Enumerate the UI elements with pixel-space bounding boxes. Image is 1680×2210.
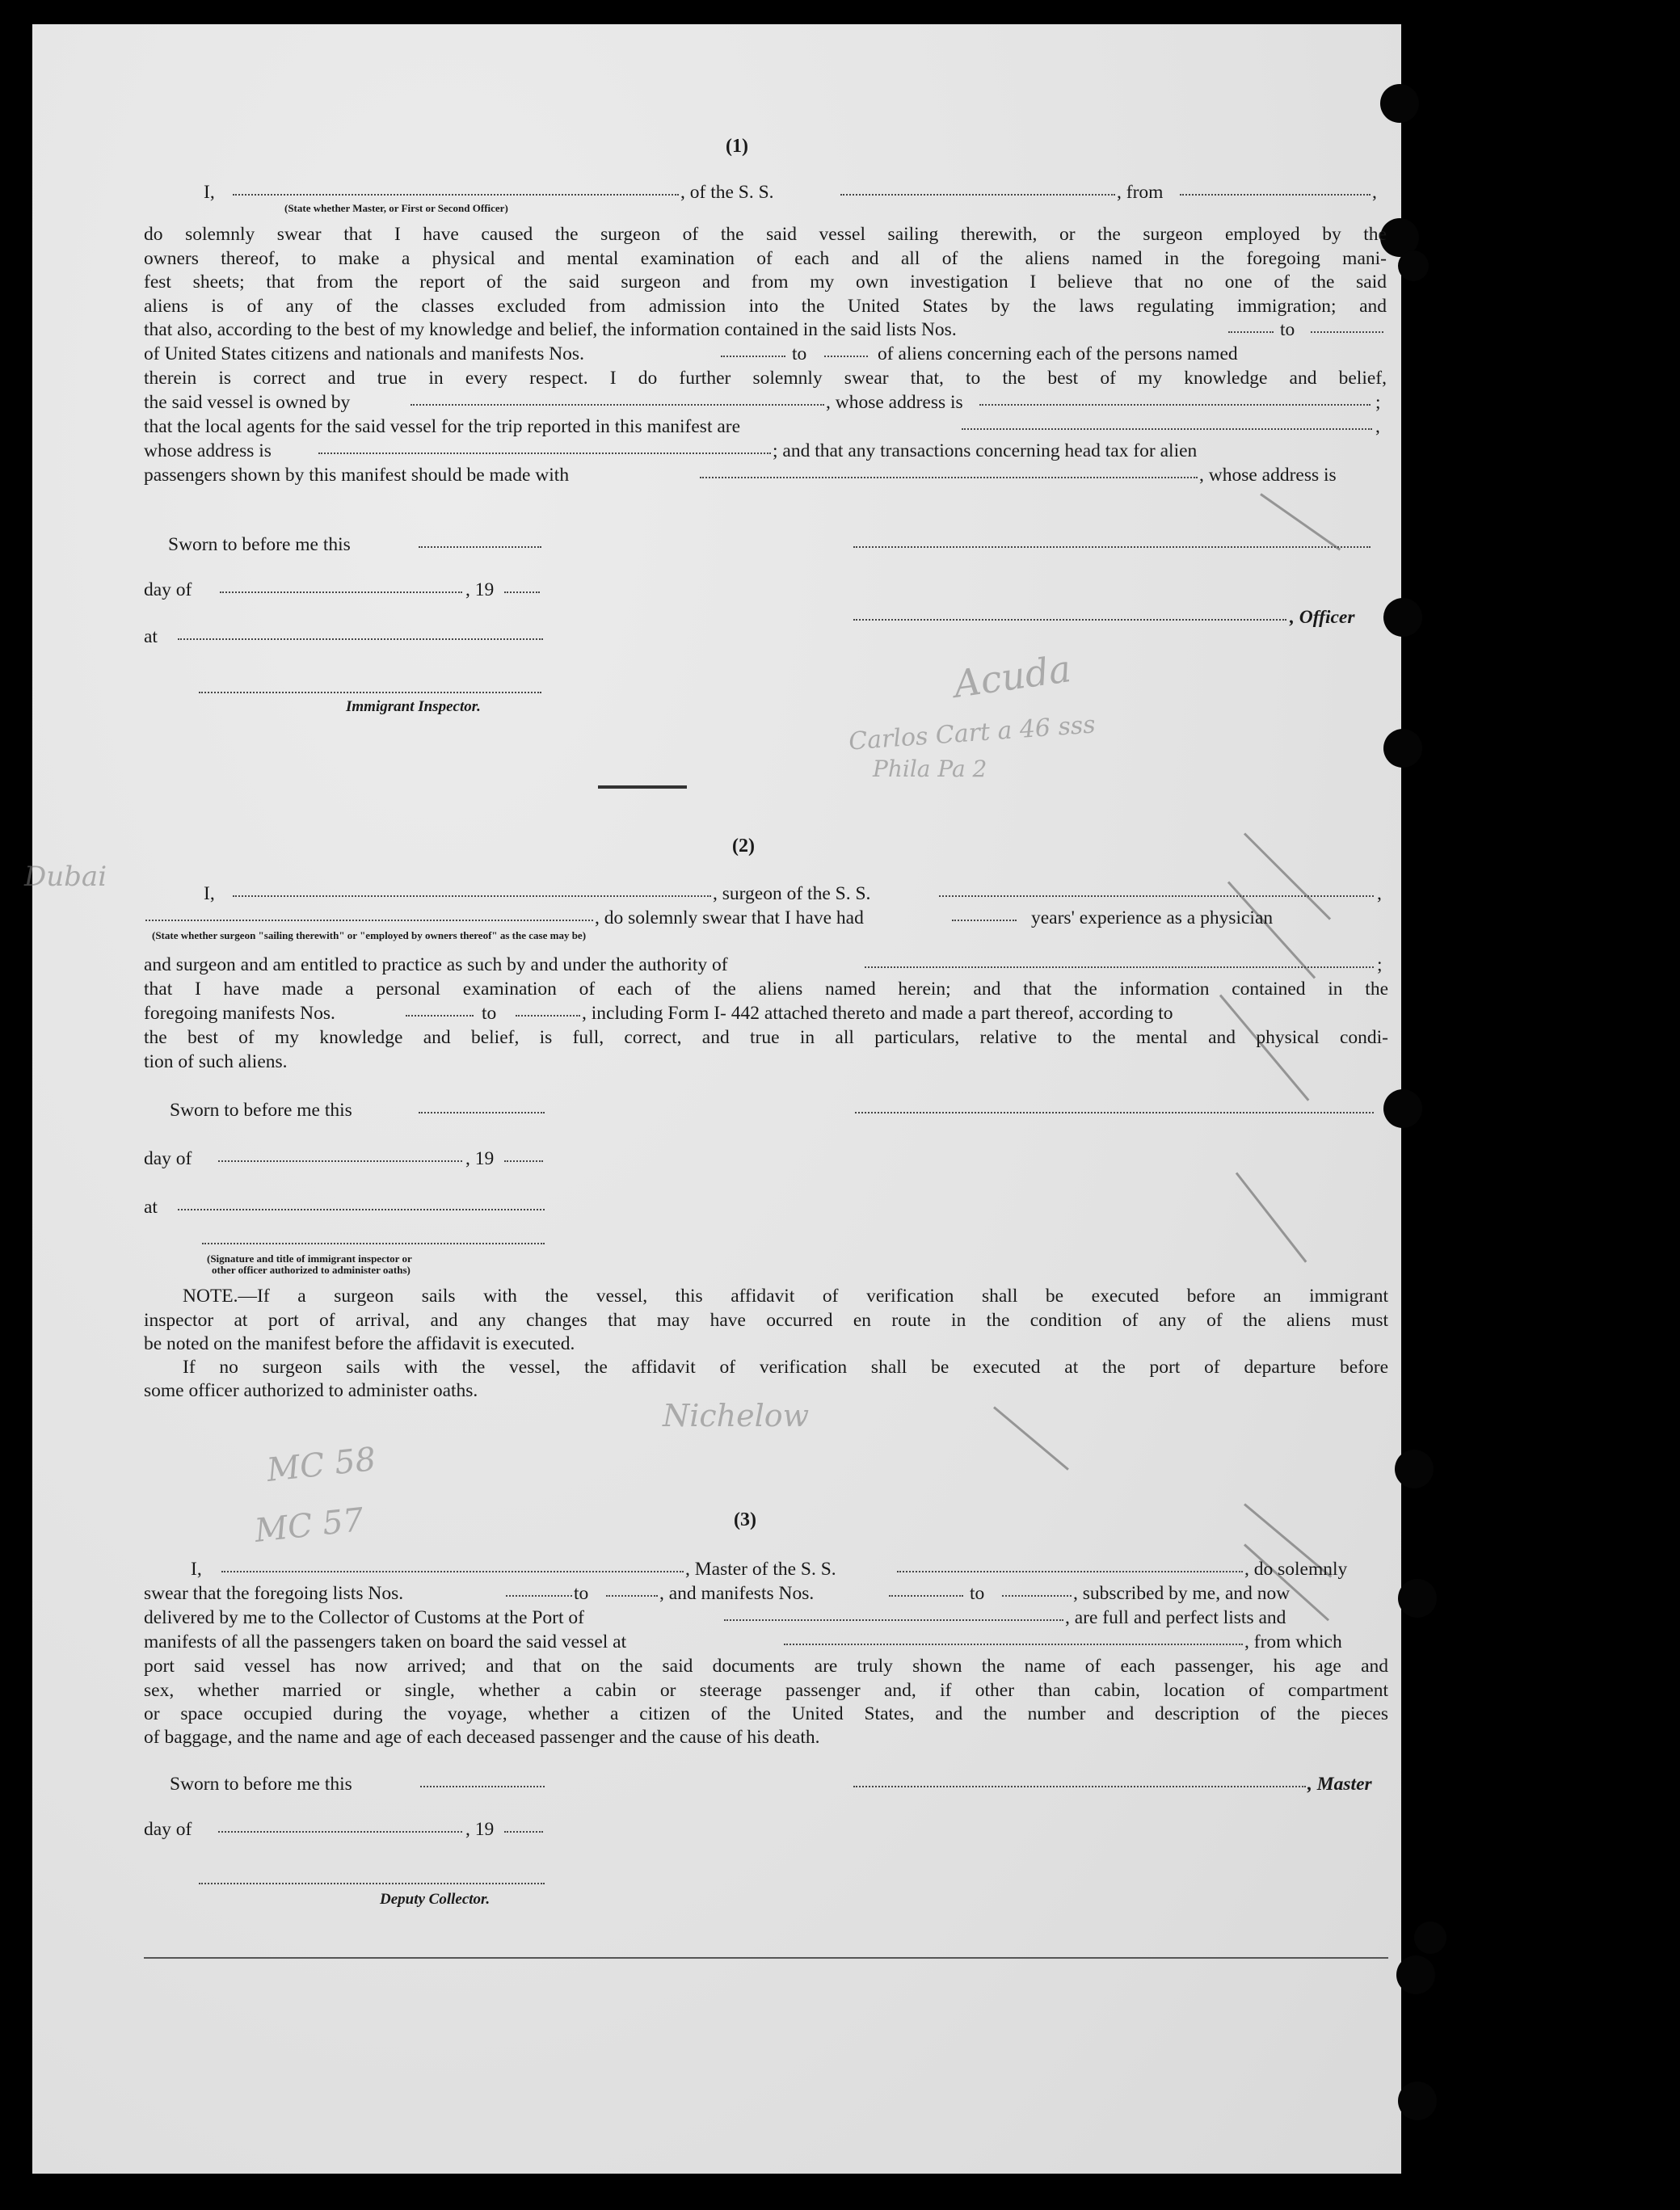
s3-i: I, [191,1559,202,1580]
s2-years: years' experience as a physician [1031,907,1274,928]
s3-and-manifests: , and manifests Nos. [659,1583,815,1604]
s2-i: I, [204,883,215,904]
s1-at: at [144,626,158,647]
s1-whose-address-end: , whose address is [1199,465,1337,486]
s3-ship-field[interactable] [897,1571,1243,1572]
s2-such: tion of such aliens. [144,1051,288,1072]
section-divider [598,785,687,789]
s3-vessel-port-field[interactable] [784,1644,1243,1645]
s3-subscribed: , subscribed by me, and now [1073,1583,1291,1604]
s2-status-field[interactable] [145,920,593,921]
s1-nineteen: , 19 [465,579,495,600]
s2-at: at [144,1197,158,1218]
s2-note-line: NOTE.—If a surgeon sails with the vessel, this affidavit of verification shall be executed before an immigrant [183,1286,1388,1307]
punch-hole [1380,84,1419,123]
bleed-handwriting-3: Phila Pa 2 [873,756,987,782]
s1-day-of: day of [144,579,192,600]
s1-owned-by: the said vessel is owned by [144,392,351,413]
s2-body-2 [144,1026,1388,1050]
s1-line: owners thereof, to make a physical and mental examination of each and all of the aliens named in the foregoing mani- [144,247,1387,269]
s2-official-signature-field[interactable] [202,1243,545,1244]
s3-deputy-label: Deputy Collector. [380,1891,491,1908]
s1-officer-signature-field[interactable] [853,546,1371,548]
s1-from-field[interactable] [1180,194,1371,196]
s2-sworn-field[interactable] [419,1112,545,1113]
s3-sworn: Sworn to before me this [170,1774,352,1795]
s3-body [144,1655,1388,1727]
bleed-stroke [993,1406,1069,1470]
punch-hole [1383,729,1422,768]
s3-master-label: , Master [1307,1774,1372,1795]
s3-nineteen: , 19 [465,1819,495,1840]
s2-sig-caption-1: (Signature and title of immigrant inspector or [207,1252,412,1265]
s2-day-of: day of [144,1148,192,1169]
s3-year-field[interactable] [504,1831,543,1833]
s1-manifests-to-field[interactable] [824,356,868,357]
s2-line: that I have made a personal examination of each of the aliens named herein; and that the information contained in the [144,979,1388,1000]
s1-agents-field[interactable] [962,428,1372,430]
s1-officer-label: , Officer [1290,607,1355,628]
s2-note-line: inspector at port of arrival, and any changes that may have occurred en route in the condition of any of the aliens must [144,1309,1388,1331]
s2-note-last: be noted on the manifest before the affidavit is executed. [144,1333,575,1354]
s1-to: to [1280,319,1295,340]
punch-hole [1395,1450,1434,1488]
s1-sworn: Sworn to before me this [168,534,351,555]
punch-hole [1414,1922,1446,1954]
s1-agents-address-field[interactable] [318,453,771,454]
section-3-number: (3) [734,1509,756,1530]
s3-manifests-to-field[interactable] [1002,1595,1072,1597]
s2-no-surgeon-line: If no surgeon sails with the vessel, the affidavit of verification shall be executed at the port of departure before [183,1357,1388,1378]
bleed-handwriting-6: MC 57 [252,1501,366,1550]
s3-port-field[interactable] [724,1619,1063,1621]
s3-day-field[interactable] [218,1831,462,1833]
bleed-handwriting-7: Nichelow [663,1398,810,1433]
s3-to: to [574,1583,589,1604]
s2-no-surgeon [144,1356,1388,1380]
s1-line: therein is correct and true in every respect. I do further solemnly swear that, to the best of my knowledge and belief, [144,368,1387,389]
s1-officer-caption: (State whether Master, or First or Second Officer) [284,202,508,214]
s2-body [144,978,1388,1002]
s1-headtax-field[interactable] [700,477,1198,478]
s1-day-field[interactable] [220,591,462,593]
s3-manifests-from-field[interactable] [889,1595,963,1597]
s3-manifests: manifests of all the passengers taken on board the said vessel at [144,1631,627,1652]
bleed-handwriting-5: MC 58 [264,1441,378,1489]
s1-officer-field[interactable] [233,194,679,196]
s3-master-of: , Master of the S. S. [685,1559,836,1580]
s1-comma: , [1372,182,1377,203]
punch-hole [1398,250,1429,281]
s1-officer-name-field[interactable] [853,619,1286,621]
s2-foregoing: foregoing manifests Nos. [144,1003,335,1024]
s3-to-2: to [970,1583,985,1604]
s1-inspector-field[interactable] [199,692,541,693]
punch-hole [1396,1955,1435,1994]
s2-no-surgeon-last: some officer authorized to administer oaths. [144,1380,478,1401]
s2-line: the best of my knowledge and belief, is full, correct, and true in all particulars, relative to the mental and physical condi- [144,1027,1388,1048]
punch-hole [1398,2082,1437,2120]
s2-surgeon-signature-field[interactable] [855,1112,1374,1113]
bleed-stroke [1260,493,1341,550]
s2-surgeon-name-field[interactable] [233,895,711,897]
s1-sworn-field[interactable] [419,546,541,548]
s1-whose-address-is: whose address is [144,440,272,461]
s1-i: I, [204,182,215,203]
manifest-page [24,24,1401,2174]
s3-sworn-field[interactable] [420,1786,545,1787]
s1-manifests-from-field[interactable] [721,356,785,357]
s3-collector-field[interactable] [199,1883,545,1884]
punch-hole [1383,1089,1422,1128]
s2-at-field[interactable] [178,1209,545,1210]
s2-ship-field[interactable] [939,895,1374,897]
punch-hole [1383,598,1422,637]
s2-day-field[interactable] [218,1160,462,1162]
s2-solemnly: , do solemnly swear that I have had [595,907,864,928]
section-1-number: (1) [726,136,748,157]
s1-whose-address: , whose address is [826,392,963,413]
s3-master-name-field[interactable] [221,1571,684,1572]
s2-form: , including Form I- 442 attached thereto and made a part thereof, according to [582,1003,1173,1024]
s3-line: sex, whether married or single, whether a cabin or steerage passenger and, if other than cabin, location of compartment [144,1679,1388,1701]
s1-passengers: passengers shown by this manifest should be made with [144,465,570,486]
s2-authority-field[interactable] [865,966,1374,968]
bleed-handwriting-1: Acuda [950,646,1074,706]
s3-lists-to-field[interactable] [606,1595,658,1597]
s3-from-which: , from which [1244,1631,1342,1652]
bleed-stroke [1236,1172,1307,1263]
s1-line: do solemnly swear that I have caused the surgeon of the said vessel sailing therewith, or the surgeon employed by the [144,224,1387,245]
s3-day-of: day of [144,1819,192,1840]
s3-swear: swear that the foregoing lists Nos. [144,1583,404,1604]
s1-of-aliens: of aliens concerning each of the persons named [878,343,1238,364]
s1-year-field[interactable] [504,591,540,593]
bleed-handwriting-4: Dubai [24,861,107,893]
punch-hole [1398,1579,1437,1618]
s2-sig-caption-2: other officer authorized to administer oaths) [212,1264,411,1276]
s1-to: to [792,343,807,364]
s2-note [144,1285,1388,1332]
s3-do-solemnly: , do solemnly [1244,1559,1348,1580]
s2-comma: , [1377,883,1382,904]
s1-lists-from-field[interactable] [1228,331,1274,333]
s1-line: fest sheets; that from the report of the said surgeon and from my own investigation I believe that no one of the said [144,272,1387,293]
section-2-number: (2) [732,836,755,857]
s2-surgeon-of: , surgeon of the S. S. [713,883,871,904]
s1-manifests-line: of United States citizens and nationals and manifests Nos. [144,343,584,364]
s1-owner-field[interactable] [411,404,824,406]
s1-semicolon: ; [1375,392,1381,413]
s1-local-agents: that the local agents for the said vessel for the trip reported in this manifest are [144,416,741,437]
s1-lists-to-field[interactable] [1311,331,1383,333]
s3-are-full: , are full and perfect lists and [1065,1607,1286,1628]
s1-of-ss: , of the S. S. [680,182,774,203]
bleed-handwriting-2: Carlos Cart a 46 sss [848,710,1097,756]
s3-last-line: of baggage, and the name and age of each deceased passenger and the cause of his death. [144,1727,820,1748]
s2-nineteen: , 19 [465,1148,495,1169]
s3-lists-from-field[interactable] [506,1595,572,1597]
s1-lists-line: that also, according to the best of my knowledge and belief, the information contained in the said lists Nos. [144,319,957,340]
s1-body-2 [144,367,1387,391]
s2-manifests-to-field[interactable] [516,1015,580,1017]
s2-authority: and surgeon and am entitled to practice as such by and under the authority of [144,954,728,975]
s1-body [144,223,1387,318]
s1-comma-2: , [1375,416,1380,437]
s1-from: , from [1117,182,1164,203]
s3-delivered: delivered by me to the Collector of Customs at the Port of [144,1607,584,1628]
s3-line: port said vessel has now arrived; and that on the said documents are truly shown the name of each passenger, his age and [144,1656,1388,1677]
s1-owner-address-field[interactable] [979,404,1371,406]
s2-to: to [482,1003,497,1024]
s3-master-signature-field[interactable] [853,1786,1306,1787]
s2-status-caption: (State whether surgeon "sailing therewith" or "employed by owners thereof" as the case may be) [152,929,587,941]
s1-head-tax: ; and that any transactions concerning head tax for alien [773,440,1198,461]
s2-sworn: Sworn to before me this [170,1100,352,1121]
s2-year-field[interactable] [504,1160,543,1162]
s1-inspector-label: Immigrant Inspector. [346,698,481,715]
s1-line: aliens is of any of the classes excluded from admission into the United States by the laws regulating immigration; and [144,295,1387,317]
s2-manifests-from-field[interactable] [406,1015,474,1017]
s2-years-field[interactable] [952,920,1017,921]
s1-ship-field[interactable] [840,194,1115,196]
bottom-rule [144,1957,1388,1959]
s3-line: or space occupied during the voyage, whether a citizen of the United States, and the number and description of the pieces [144,1703,1388,1724]
s2-semicolon: ; [1377,954,1383,975]
s1-at-field[interactable] [178,638,543,640]
